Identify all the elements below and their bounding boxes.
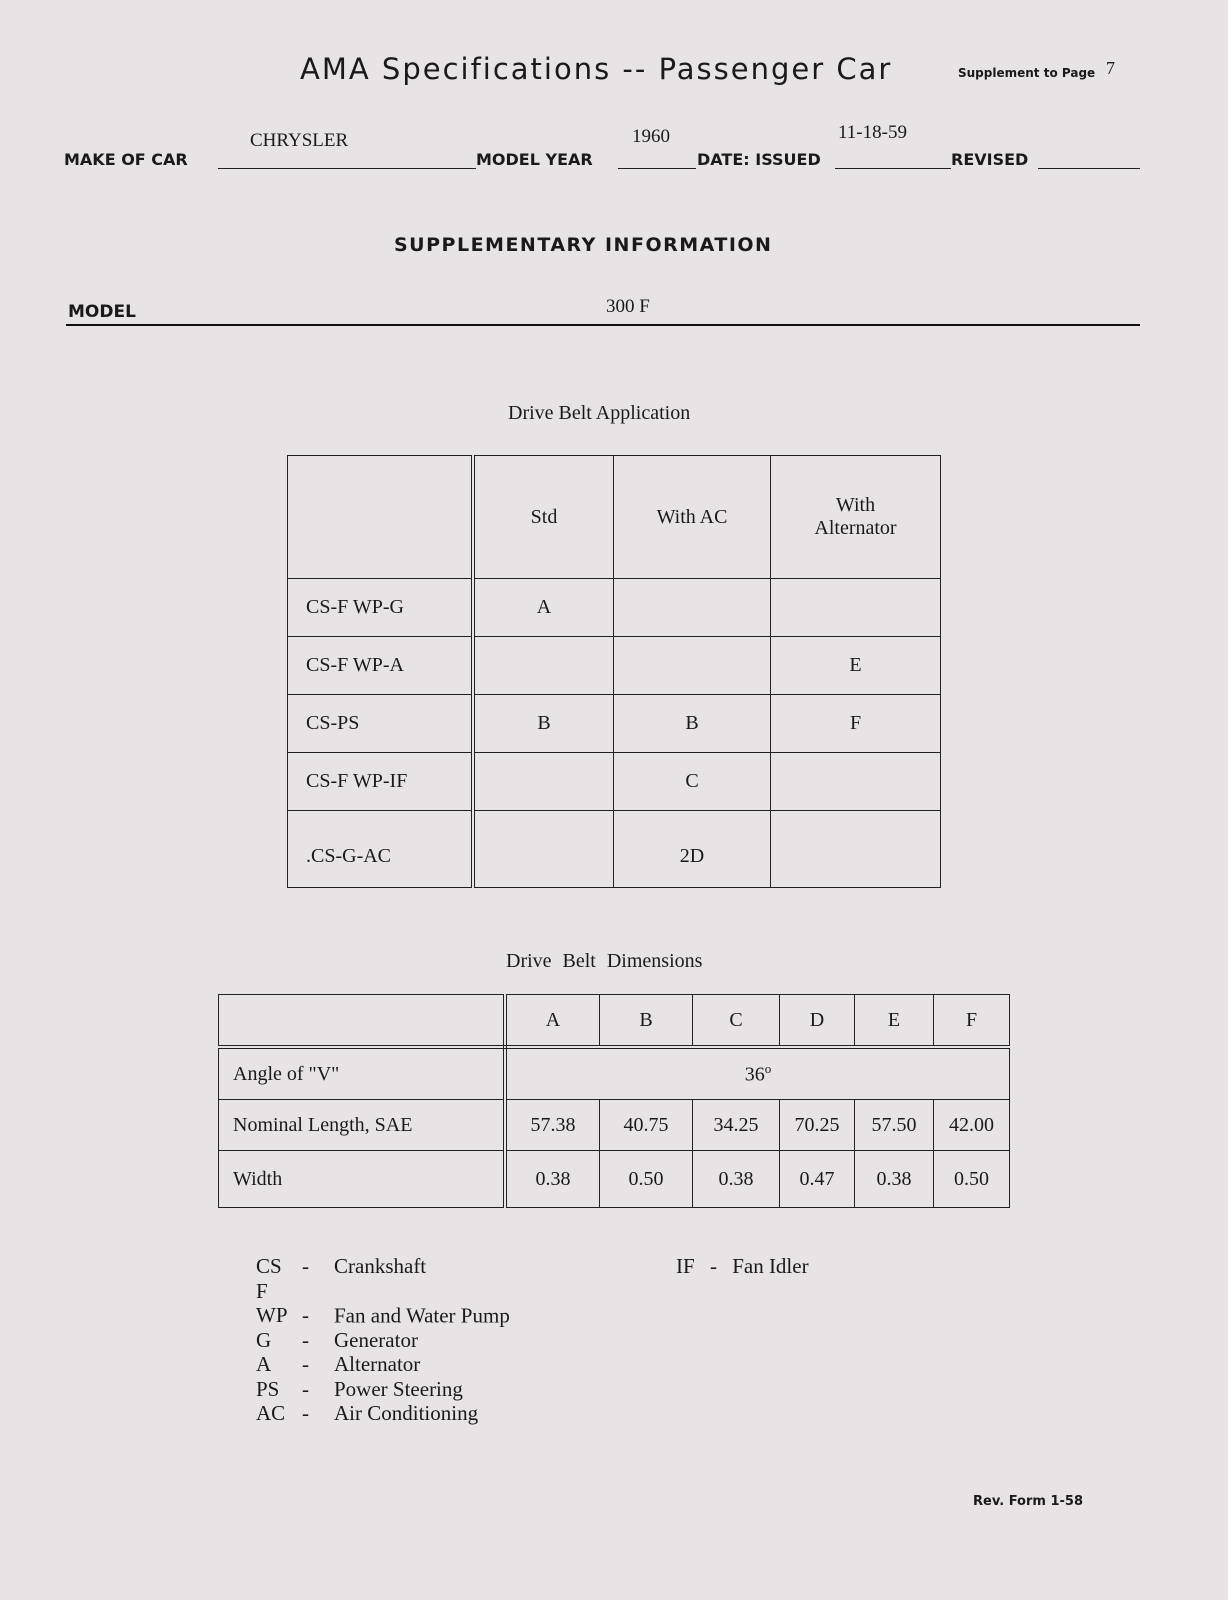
- model-year-underline: [618, 168, 696, 169]
- model-label: MODEL: [68, 302, 136, 322]
- legend-item: [256, 1377, 510, 1402]
- col-header-b: B: [600, 995, 693, 1048]
- table-row-width: [219, 1151, 1010, 1208]
- cell-with-alt: [771, 579, 941, 637]
- col-header-e: E: [855, 995, 934, 1048]
- legend-item: [256, 1254, 510, 1279]
- cell-with-alt: [771, 753, 941, 811]
- corner-cell: [219, 995, 506, 1048]
- cell-width-c: 0.38: [693, 1151, 780, 1208]
- date-issued-underline: [835, 168, 951, 169]
- legend-abbr: CS: [256, 1254, 282, 1278]
- cell-width-a: 0.38: [505, 1151, 600, 1208]
- supplement-label: Supplement to Page: [958, 66, 1096, 80]
- row-label: Width: [219, 1151, 506, 1208]
- legend-meaning: Power Steering: [334, 1376, 463, 1401]
- legend-dash: -: [302, 1352, 309, 1376]
- legend-meaning: Crankshaft: [334, 1254, 427, 1278]
- row-label: .CS-G-AC: [288, 811, 474, 888]
- row-label: Nominal Length, SAE: [219, 1100, 506, 1151]
- legend-meaning: Alternator: [334, 1352, 421, 1376]
- cell-length-e: 57.50: [855, 1100, 934, 1151]
- legend-item: [256, 1328, 510, 1353]
- cell-length-f: 42.00: [934, 1100, 1010, 1151]
- model-value: 300 F: [606, 296, 650, 317]
- cell-with-ac: 2D: [614, 811, 771, 888]
- legend-item: [256, 1279, 510, 1328]
- cell-with-ac: C: [614, 753, 771, 811]
- legend-abbr: A: [256, 1352, 272, 1376]
- make-label: MAKE OF CAR: [64, 150, 188, 169]
- abbreviation-legend: [256, 1254, 510, 1426]
- legend-abbr: G: [256, 1327, 272, 1352]
- form-revision: Rev. Form 1-58: [973, 1494, 1084, 1509]
- row-label: Angle of "V": [219, 1047, 506, 1100]
- table-row: [288, 695, 941, 753]
- cell-width-d: 0.47: [780, 1151, 855, 1208]
- table-row: [288, 811, 941, 888]
- degree-symbol: o: [764, 1061, 772, 1077]
- cell-std: A: [473, 579, 614, 637]
- row-label: CS-F WP-G: [288, 579, 474, 637]
- make-underline: [218, 168, 476, 169]
- application-caption: Drive Belt Application: [508, 402, 691, 424]
- legend-abbr: F WP: [256, 1278, 288, 1327]
- model-year-value: 1960: [632, 126, 670, 147]
- table-row-length: [219, 1100, 1010, 1151]
- row-label: CS-PS: [288, 695, 474, 753]
- col-header-d: D: [780, 995, 855, 1048]
- legend-dash: -: [302, 1401, 309, 1425]
- dimensions-caption: Drive Belt Dimensions: [506, 950, 703, 972]
- cell-length-d: 70.25: [780, 1100, 855, 1151]
- col-header-std: Std: [473, 456, 614, 579]
- cell-std: [473, 753, 614, 811]
- table-row: [288, 579, 941, 637]
- legend-dash: -: [302, 1303, 309, 1327]
- table-row: [288, 753, 941, 811]
- col-header-f: F: [934, 995, 1010, 1048]
- legend-meaning: Fan Idler: [732, 1254, 809, 1278]
- model-year-label: MODEL YEAR: [476, 150, 593, 169]
- legend-meaning: Fan and Water Pump: [334, 1303, 510, 1327]
- corner-cell: [288, 456, 474, 579]
- make-value: CHRYSLER: [250, 130, 349, 151]
- legend-dash: -: [709, 1254, 717, 1278]
- col-header-c: C: [693, 995, 780, 1048]
- section-title: SUPPLEMENTARY INFORMATION: [394, 234, 773, 256]
- drive-belt-dimensions-table: [218, 994, 1010, 1208]
- cell-with-ac: [614, 579, 771, 637]
- drive-belt-application-table: [287, 455, 941, 888]
- cell-with-alt: [771, 811, 941, 888]
- legend-item: [256, 1352, 510, 1377]
- cell-std: B: [473, 695, 614, 753]
- revised-label: REVISED: [951, 150, 1029, 169]
- row-label: CS-F WP-A: [288, 637, 474, 695]
- cell-with-alt: E: [771, 637, 941, 695]
- angle-number: 36: [744, 1063, 765, 1086]
- legend-abbr: AC: [256, 1401, 286, 1425]
- document-title: AMA Specifications -- Passenger Car: [300, 52, 893, 86]
- cell-width-f: 0.50: [934, 1151, 1010, 1208]
- cell-width-e: 0.38: [855, 1151, 934, 1208]
- cell-width-b: 0.50: [600, 1151, 693, 1208]
- legend-item: [256, 1401, 510, 1426]
- cell-with-ac: [614, 637, 771, 695]
- col-header-with-ac: With AC: [614, 456, 771, 579]
- legend-abbr: IF: [676, 1254, 695, 1278]
- table-row-angle: [219, 1047, 1010, 1100]
- col-header-a: A: [505, 995, 600, 1048]
- legend-meaning: Air Conditioning: [334, 1401, 479, 1425]
- cell-std: [473, 637, 614, 695]
- table-header-row: [288, 456, 941, 579]
- row-label: CS-F WP-IF: [288, 753, 474, 811]
- cell-length-c: 34.25: [693, 1100, 780, 1151]
- legend-dash: -: [302, 1376, 309, 1401]
- legend-dash: -: [302, 1254, 309, 1278]
- cell-with-alt: F: [771, 695, 941, 753]
- supplement-page: 7: [1106, 58, 1115, 78]
- model-rule: [66, 324, 1140, 326]
- table-row: [288, 637, 941, 695]
- cell-with-ac: B: [614, 695, 771, 753]
- col-header-with-alternator: With Alternator: [771, 456, 941, 579]
- angle-value: [505, 1047, 1010, 1100]
- cell-std: [473, 811, 614, 888]
- cell-length-b: 40.75: [600, 1100, 693, 1151]
- legend-item-extra: [676, 1254, 809, 1279]
- legend-abbr: PS: [256, 1376, 280, 1401]
- date-issued-label: DATE: ISSUED: [697, 150, 821, 169]
- revised-underline: [1038, 168, 1140, 169]
- table-header-row: [219, 995, 1010, 1048]
- cell-length-a: 57.38: [505, 1100, 600, 1151]
- date-issued-value: 11-18-59: [838, 122, 907, 143]
- legend-meaning: Generator: [334, 1327, 418, 1352]
- legend-dash: -: [302, 1327, 309, 1352]
